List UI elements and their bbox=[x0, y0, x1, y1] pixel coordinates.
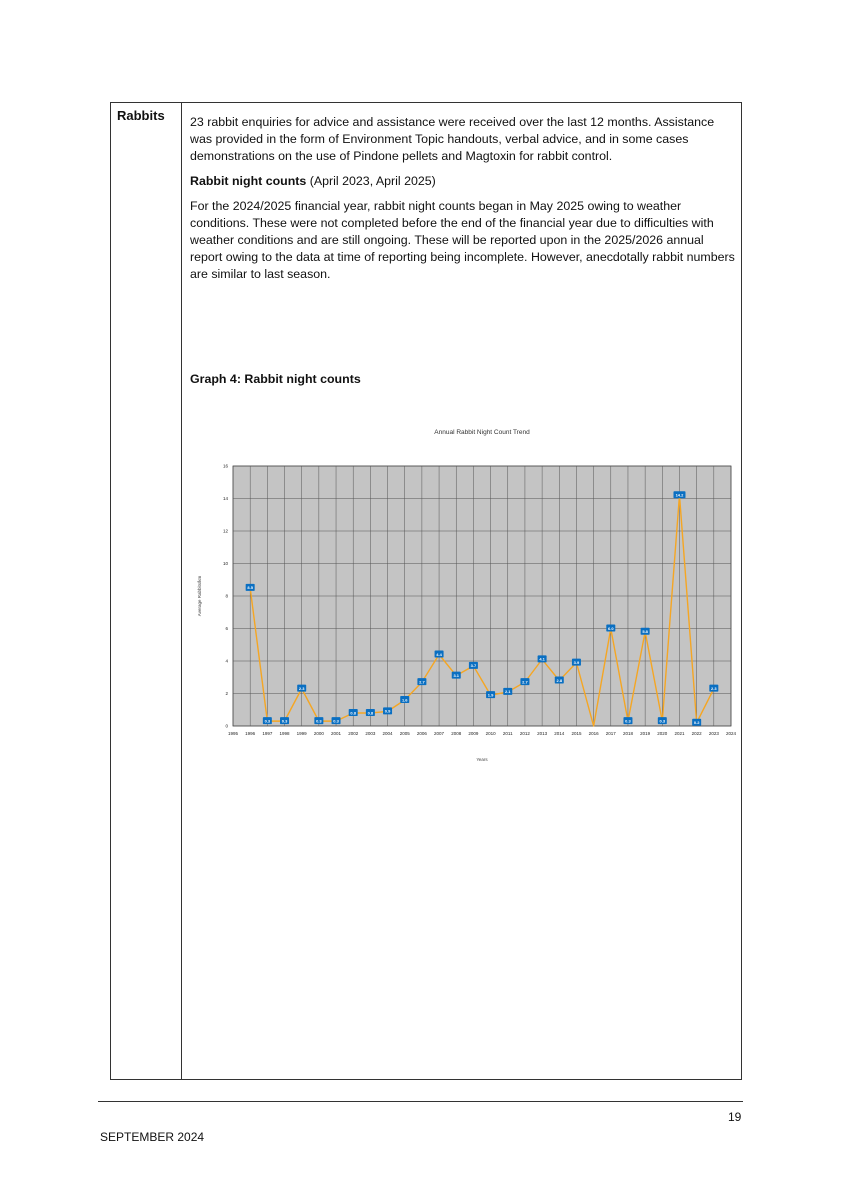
y-tick-label: 0 bbox=[225, 723, 228, 729]
x-tick-label: 2014 bbox=[554, 731, 565, 736]
x-tick-label: 2019 bbox=[640, 731, 651, 736]
footer-date: SEPTEMBER 2024 bbox=[100, 1130, 205, 1144]
data-label: 2.7 bbox=[419, 679, 425, 685]
x-tick-label: 2004 bbox=[382, 731, 393, 736]
y-tick-label: 6 bbox=[225, 626, 228, 631]
x-tick-label: 2021 bbox=[674, 731, 685, 736]
x-tick-label: 2024 bbox=[725, 731, 737, 736]
x-tick-label: 1998 bbox=[279, 731, 290, 736]
data-label: 8.5 bbox=[247, 585, 253, 591]
x-tick-label: 2023 bbox=[708, 731, 719, 736]
enquiries-paragraph: 23 rabbit enquiries for advice and assistance were received over the last 12 months. Assistance was provided in the form of Environment Topic handouts, verbal advice, and in some cases demonstrations on the use of Pindone pellets and Magtoxin for rabbit control. bbox=[190, 115, 715, 163]
night-counts-paragraph: For the 2024/2025 financial year, rabbit night counts began in May 2025 owing to weather conditions. These were not completed before the end of the financial year due to difficulties with weather conditions and are still ongoing. These will be reported upon in the 2025/2026 annual report owing to the data at time of reporting being incomplete. However, anecdotally rabbit numbers are similar to last season. bbox=[190, 199, 735, 281]
data-label: 6.0 bbox=[608, 625, 614, 631]
data-label: 3.7 bbox=[470, 663, 477, 669]
y-tick-label: 2 bbox=[225, 691, 228, 696]
graph-caption: Graph 4: Rabbit night counts bbox=[190, 372, 361, 386]
y-tick-label: 12 bbox=[222, 528, 228, 534]
data-label: 0.3 bbox=[264, 718, 271, 724]
x-tick-label: 2018 bbox=[622, 731, 633, 736]
x-tick-label: 2009 bbox=[468, 731, 479, 736]
x-tick-label: 2022 bbox=[691, 731, 702, 736]
x-tick-label: 2012 bbox=[519, 731, 530, 736]
x-tick-label: 2020 bbox=[657, 731, 668, 736]
column-divider bbox=[181, 102, 182, 1080]
data-label: 0.8 bbox=[367, 710, 374, 716]
x-tick-label: 2001 bbox=[331, 731, 342, 736]
data-label: 0.9 bbox=[384, 708, 391, 714]
data-label: 1.9 bbox=[487, 692, 494, 698]
data-label: 14.2 bbox=[675, 492, 684, 498]
x-tick-label: 2017 bbox=[605, 731, 616, 736]
data-label: 3.9 bbox=[573, 659, 580, 665]
data-label: 0.3 bbox=[281, 718, 288, 724]
data-label: 0.3 bbox=[333, 718, 339, 724]
data-label: 0.3 bbox=[659, 718, 666, 724]
y-tick-label: 4 bbox=[225, 658, 228, 664]
y-tick-label: 14 bbox=[222, 496, 228, 501]
y-tick-label: 16 bbox=[222, 463, 228, 469]
data-label: 0.2 bbox=[693, 720, 700, 726]
subheading-dates: (April 2023, April 2025) bbox=[306, 174, 436, 188]
section-label: Rabbits bbox=[117, 108, 165, 123]
x-tick-label: 2008 bbox=[451, 731, 462, 736]
footer-divider bbox=[98, 1101, 743, 1102]
y-tick-label: 10 bbox=[222, 561, 228, 566]
x-tick-label: 2015 bbox=[571, 731, 582, 736]
rabbit-count-chart bbox=[190, 420, 740, 770]
night-counts-subheading bbox=[190, 173, 735, 190]
data-label: 0.3 bbox=[625, 718, 631, 724]
x-tick-label: 2007 bbox=[434, 731, 445, 736]
data-label: 0.3 bbox=[316, 718, 322, 724]
x-tick-label: 2010 bbox=[485, 731, 496, 736]
subheading-bold: Rabbit night counts bbox=[190, 174, 307, 188]
data-label: 4.1 bbox=[539, 656, 545, 662]
x-axis-label: Years bbox=[476, 757, 488, 762]
data-label: 4.4 bbox=[436, 651, 442, 657]
data-label: 2.7 bbox=[522, 679, 528, 685]
chart-title: Annual Rabbit Night Count Trend bbox=[434, 429, 530, 436]
x-tick-label: 1996 bbox=[245, 731, 256, 736]
x-tick-label: 2016 bbox=[588, 731, 599, 736]
x-tick-label: 2000 bbox=[313, 731, 324, 736]
x-tick-label: 1999 bbox=[296, 731, 307, 736]
x-tick-label: 2006 bbox=[416, 731, 427, 736]
y-axis-label: Average Rabbits/km bbox=[197, 575, 202, 617]
x-tick-label: 2013 bbox=[537, 731, 548, 736]
data-label: 1.6 bbox=[401, 697, 408, 703]
data-label: 2.8 bbox=[556, 677, 563, 683]
data-label: 3.1 bbox=[453, 672, 460, 678]
x-tick-label: 2002 bbox=[348, 731, 359, 736]
data-label: 0.8 bbox=[350, 710, 356, 716]
x-tick-label: 2011 bbox=[502, 731, 513, 736]
data-label: 5.8 bbox=[642, 629, 648, 635]
x-tick-label: 2005 bbox=[399, 731, 410, 736]
chart-svg bbox=[190, 420, 740, 770]
y-tick-label: 8 bbox=[225, 593, 228, 599]
section-content bbox=[190, 114, 735, 291]
data-label: 2.3 bbox=[298, 685, 305, 691]
x-tick-label: 1995 bbox=[227, 731, 239, 736]
page-number: 19 bbox=[728, 1110, 742, 1124]
x-tick-label: 2003 bbox=[365, 731, 376, 736]
data-label: 2.1 bbox=[504, 689, 511, 695]
x-tick-label: 1997 bbox=[262, 731, 273, 736]
data-label: 2.3 bbox=[711, 685, 717, 691]
